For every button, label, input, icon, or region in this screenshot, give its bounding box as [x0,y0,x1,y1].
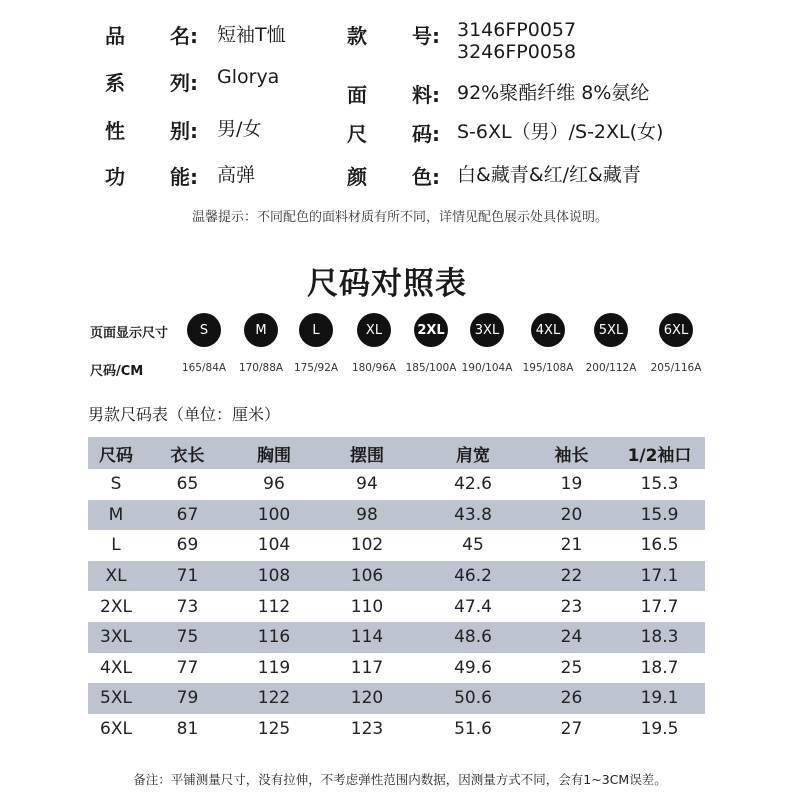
size-table [88,437,705,744]
cm-value-5xl: 200/112A [585,362,637,374]
label-char: 颜 [347,165,367,189]
table-cell: 100 [231,500,317,531]
table-cell: 27 [560,719,583,740]
table-cell: 114 [317,622,417,653]
cm-value-m: 170/88A [238,362,284,374]
cm-value-xl: 180/96A [351,362,397,374]
value-style-no-2: 3246FP0058 [457,41,577,63]
table-cell: 26 [529,683,614,714]
display-size-label: 页面显示尺寸 [90,326,169,341]
table-cell: 48.6 [417,622,529,653]
table-cell: 122 [231,683,317,714]
label-series [105,67,198,95]
label-char: 料: [412,83,440,107]
value-function: 高弹 [217,164,256,186]
table-cell: 75 [144,622,231,653]
header-hem: 摆围 [317,437,417,469]
header-shoulder: 肩宽 [417,437,529,469]
table-cell: 81 [176,719,199,740]
cm-value-l: 175/92A [293,362,339,374]
table-cell: 119 [257,657,291,678]
table-cell: 106 [317,561,417,592]
table-cell: 19.1 [614,683,705,714]
table-cell: 67 [144,500,231,531]
table-cell: 17.7 [640,596,679,617]
label-char: 能: [170,165,198,189]
table-cell: 46.2 [417,561,529,592]
table-cell: 45 [462,535,484,556]
value-gender: 男/女 [217,118,262,140]
table-row [88,530,705,561]
table-cell: 3XL [88,622,144,653]
table-row [88,683,705,714]
size-circle-5xl: 5XL [594,313,628,347]
value-series: Glorya [217,66,280,88]
label-char: 名: [170,24,198,48]
table-row [88,653,705,684]
header-chest: 胸围 [231,437,317,469]
header-sleeve: 袖长 [529,437,614,469]
table-cell: 110 [350,596,384,617]
label-char: 尺 [347,122,367,146]
table-cell: 20 [529,500,614,531]
table-cell: S [110,474,122,495]
table-row [88,561,705,592]
label-char: 别: [170,119,198,143]
cm-value-2xl: 185/100A [405,362,457,374]
table-cell: 102 [350,535,384,556]
size-circle-4xl: 4XL [531,313,565,347]
size-circle-3xl: 3XL [470,313,504,347]
cm-value-4xl: 195/108A [522,362,574,374]
table-cell: 18.7 [640,657,679,678]
table-row [88,500,705,531]
table-cell: 22 [529,561,614,592]
value-product-name: 短袖T恤 [217,24,286,46]
table-cell: 25 [560,657,583,678]
table-cell: XL [88,561,144,592]
table-cell: 21 [560,535,583,556]
table-cell: 94 [356,474,378,495]
table-cell: 65 [176,474,199,495]
label-size [347,118,447,144]
table-row [88,469,705,500]
table-row [88,622,705,653]
value-color: 白&藏青&红/红&藏青 [457,164,641,186]
table-cell: 2XL [100,596,132,617]
table-cell: 18.3 [614,622,705,653]
table-cell: 15.9 [614,500,705,531]
size-circle-s: S [187,313,221,347]
table-row [88,714,705,745]
label-char: 列: [170,71,198,95]
table-cell: 98 [317,500,417,531]
label-char: 系 [105,71,125,95]
table-cell: 5XL [88,683,144,714]
table-cell: 108 [231,561,317,592]
page-title: 尺码对照表 [307,266,467,302]
table-cell: 43.8 [417,500,529,531]
table-cell: 19 [560,474,583,495]
size-circles [0,313,800,349]
header-cuff: 1/2袖口 [614,437,705,469]
label-char: 性 [105,119,125,143]
table-cell: 116 [231,622,317,653]
size-circle-l: L [299,313,333,347]
table-cell: 47.4 [454,596,492,617]
table-header-row [88,437,705,469]
table-cell: 69 [176,535,199,556]
size-circle-m: M [244,313,278,347]
table-cell: 104 [257,535,291,556]
label-char: 品 [105,24,125,48]
table-cell: 117 [350,657,384,678]
table-cell: 51.6 [454,719,492,740]
table-cell: 73 [176,596,199,617]
table-cell: 6XL [100,719,132,740]
label-char: 功 [105,165,125,189]
table-cell: 71 [144,561,231,592]
table-cell: 23 [560,596,583,617]
table-row [88,591,705,622]
value-fabric: 92%聚酯纤维 8%氨纶 [457,82,650,104]
table-cell: 15.3 [640,474,679,495]
cm-value-3xl: 190/104A [461,362,513,374]
label-color [347,161,447,187]
table-cell: 123 [350,719,384,740]
table-cell: 16.5 [640,535,679,556]
label-gender [105,115,198,143]
header-length: 衣长 [144,437,231,469]
label-char: 号: [412,24,440,48]
label-style-no [347,20,447,46]
value-size: S-6XL（男）/S-2XL(女) [457,121,664,143]
label-fabric [347,79,447,105]
size-circle-6xl: 6XL [659,313,693,347]
table-title: 男款尺码表（单位：厘米） [88,405,281,424]
footnote-text: 备注：平铺测量尺寸，没有拉伸，不考虑弹性范围内数据，因测量方式不同，会有1~3CM误差。 [133,772,667,787]
label-char: 款 [347,24,367,48]
table-cell: 50.6 [417,683,529,714]
table-cell: 24 [529,622,614,653]
table-cell: 112 [257,596,291,617]
label-function [105,161,198,189]
cm-label: 尺码/CM [90,364,144,379]
table-cell: 120 [317,683,417,714]
table-cell: L [111,535,121,556]
table-cell: 17.1 [614,561,705,592]
table-cell: 77 [176,657,199,678]
table-cell: 96 [263,474,285,495]
header-size: 尺码 [88,437,144,469]
size-circle-xl: XL [357,313,391,347]
table-cell: 42.6 [454,474,492,495]
label-char: 色: [412,165,440,189]
label-product-name [105,20,198,48]
value-style-no-1: 3146FP0057 [457,19,577,41]
size-circle-2xl: 2XL [414,313,448,347]
table-cell: 49.6 [454,657,492,678]
table-cell: 125 [257,719,291,740]
table-cell: 79 [144,683,231,714]
table-cell: M [88,500,144,531]
cm-value-s: 165/84A [181,362,227,374]
notice-text: 温馨提示：不同配色的面料材质有所不同，详情见配色展示处具体说明。 [191,210,608,225]
table-cell: 19.5 [640,719,679,740]
label-char: 面 [347,83,367,107]
cm-value-6xl: 205/116A [650,362,702,374]
label-char: 码: [412,122,440,146]
table-cell: 4XL [100,657,132,678]
